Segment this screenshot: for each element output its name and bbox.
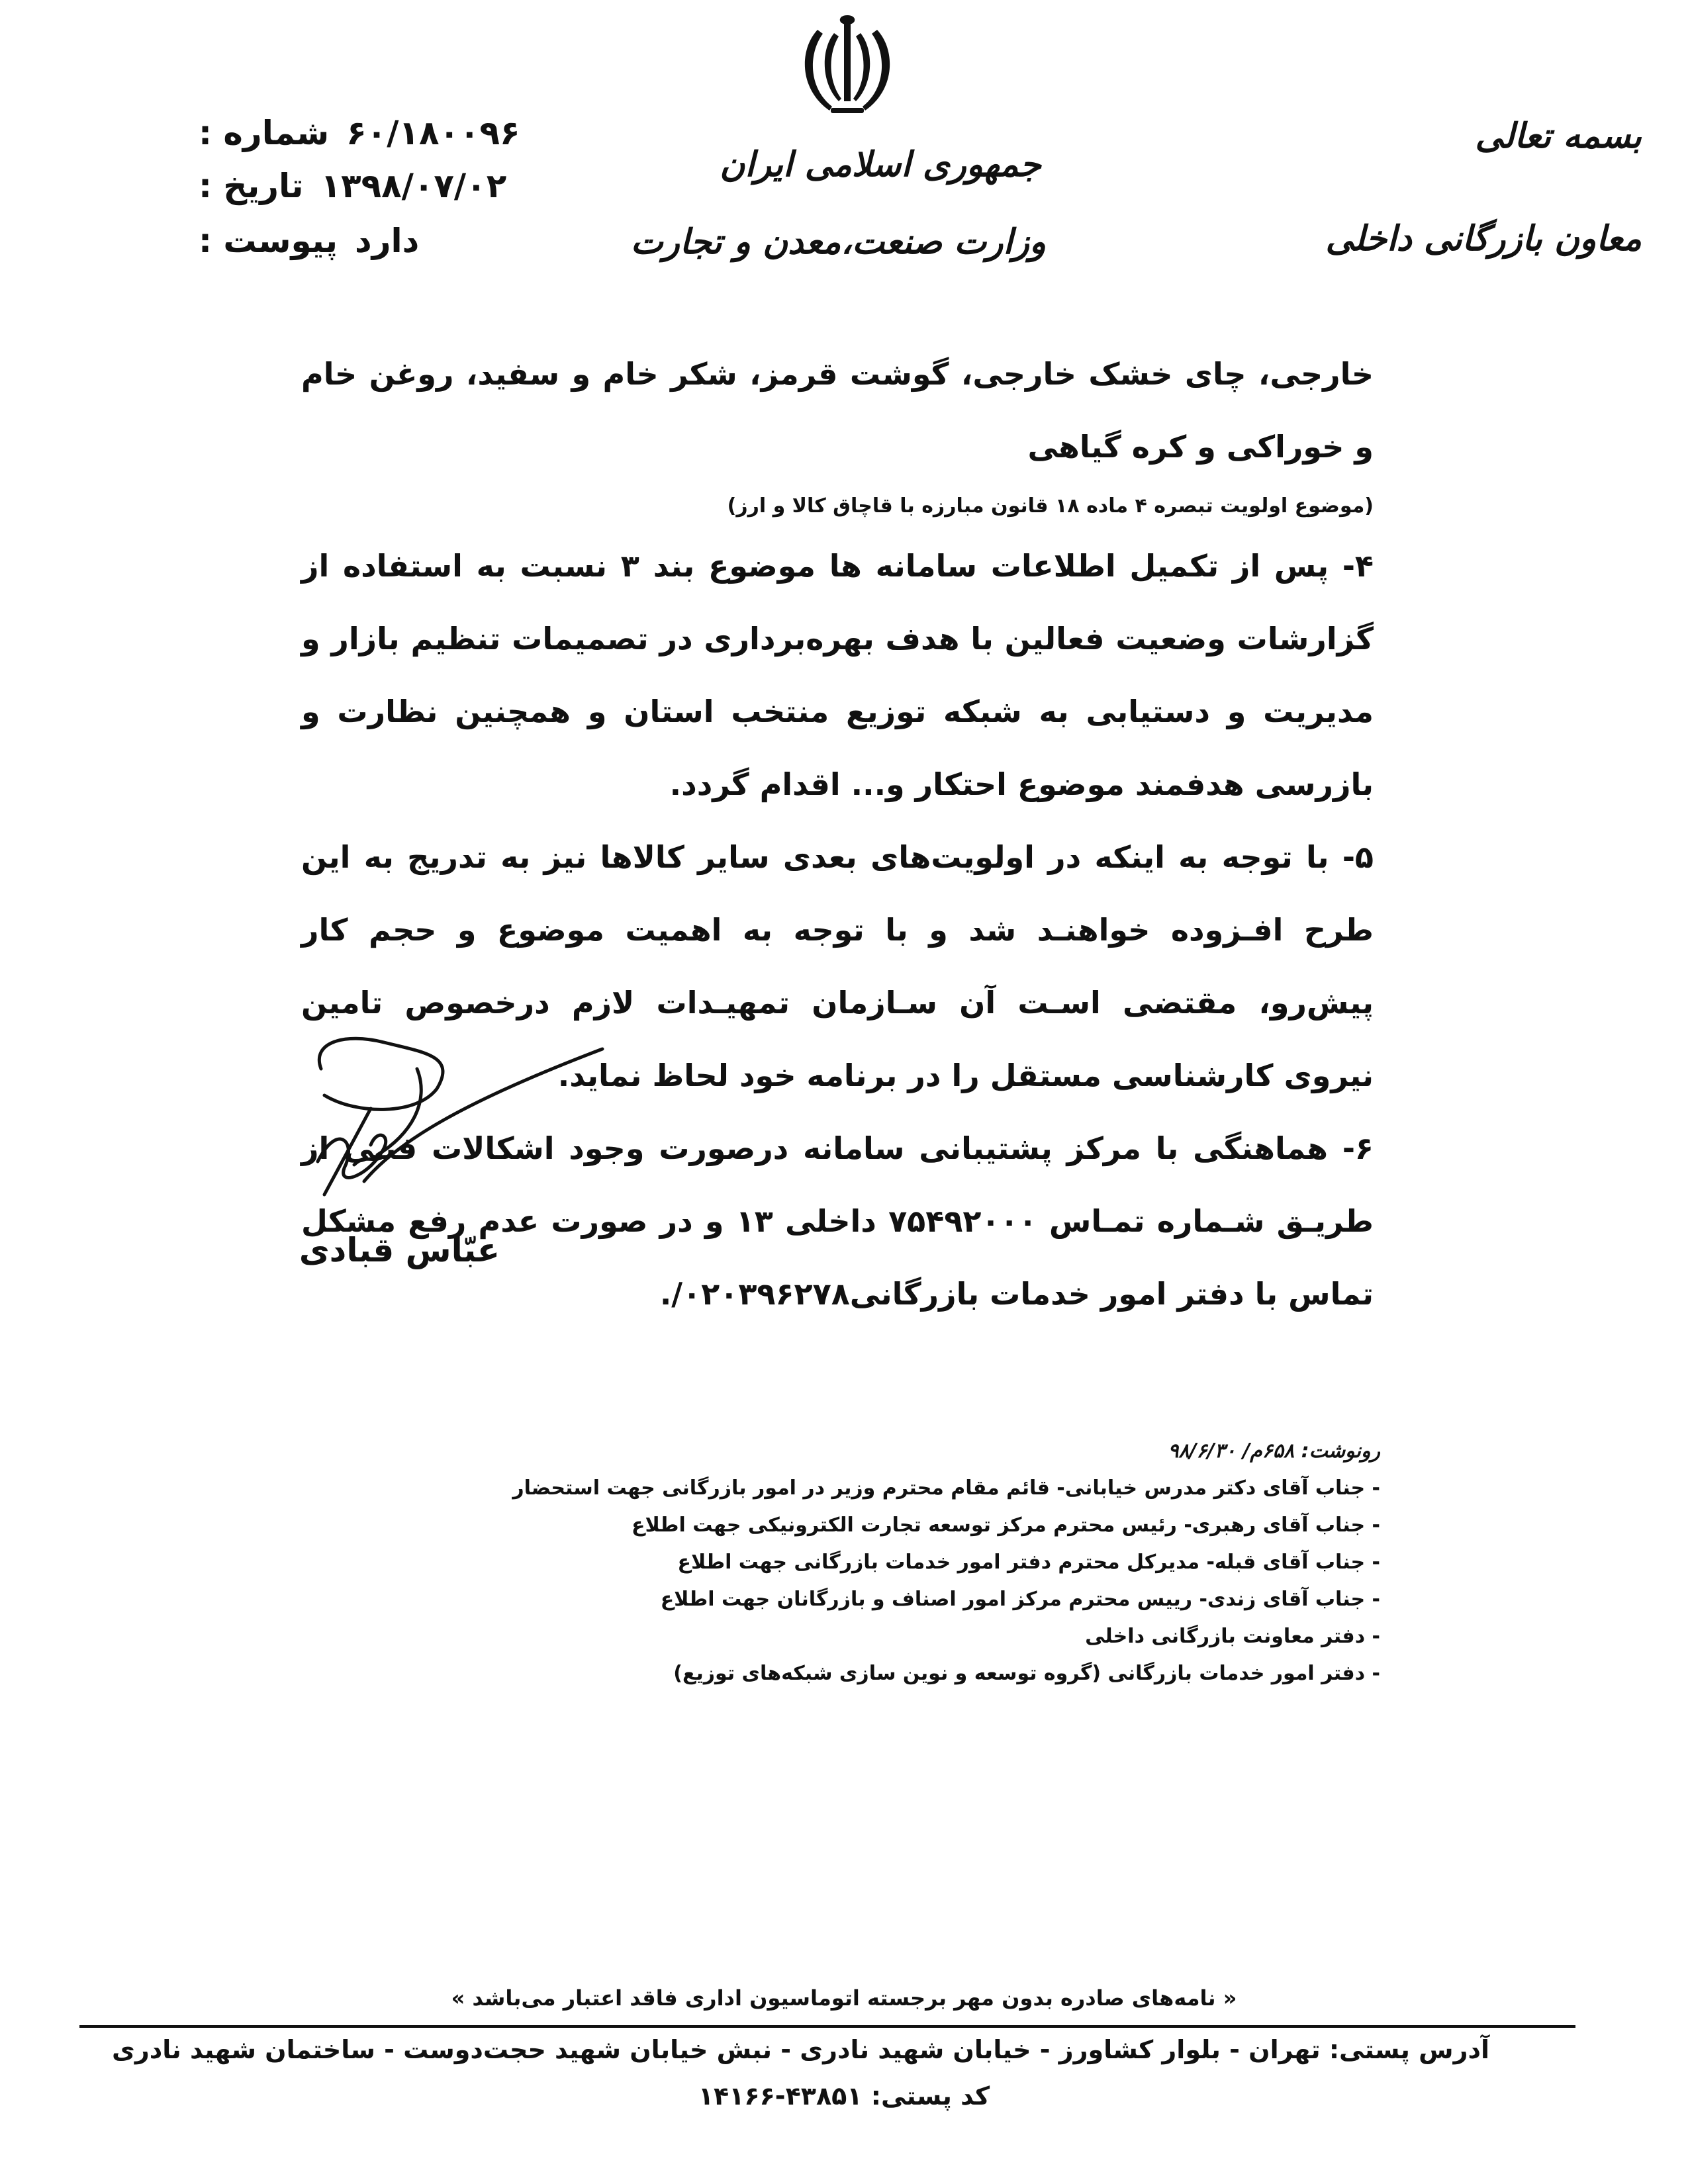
letter-number-value: ۶۰/۱۸۰۰۹۶ — [346, 114, 520, 152]
letter-number — [199, 114, 520, 152]
cc-item: - دفتر معاونت بازرگانی داخلی — [1085, 1625, 1380, 1648]
footer-divider — [79, 2025, 1575, 2028]
body-line-goods: خارجی، چای خشک خارجی، گوشت قرمز، شکر خام و سفید، روغن خام و خوراکی و کره گیاهی — [301, 356, 1374, 465]
footer-postal-code: کد پستی: ۴۳۸۵۱-۱۴۱۶۶ — [698, 2081, 990, 2111]
letter-attachment-value: دارد — [355, 222, 420, 260]
office-title: معاون بازرگانی داخلی — [1325, 218, 1642, 259]
footer-notice: « نامه‌های صادره بدون مهر برجسته اتوماسیون اداری فاقد اعتبار می‌باشد » — [451, 1985, 1237, 2011]
cc-item: - دفتر امور خدمات بازرگانی (گروه توسعه و نوین سازی شبکه‌های توزیع) — [673, 1662, 1380, 1685]
letter-number-label: شماره : — [199, 114, 330, 152]
cc-item: - جناب آقای زندی- رییس محترم مرکز امور اصناف و بازرگانان جهت اطلاع — [660, 1588, 1380, 1611]
cc-list — [463, 1433, 1380, 1692]
letter-attachment-label: پیوست : — [199, 222, 338, 260]
handwritten-signature — [298, 1029, 609, 1214]
invocation-text: بسمه تعالی — [1475, 116, 1642, 156]
signer-name: عبّاس قبادی — [299, 1231, 500, 1269]
ministry-title: وزارت صنعت،معدن و تجارت — [630, 222, 1046, 262]
letter-date — [199, 167, 507, 205]
letter-date-label: تاریخ : — [199, 167, 304, 205]
cc-item: - جناب آقای قبله- مدیرکل محترم دفتر امور خدمات بازرگانی جهت اطلاع — [677, 1551, 1380, 1574]
republic-title: جمهوری اسلامی ایران — [720, 144, 1041, 185]
footer-address: آدرس پستی: تهران - بلوار کشاورز - خیابان شهید نادری - نبش خیابان شهید حجت‌دوست - ساختمان شهید نادری — [112, 2035, 1489, 2064]
cc-item: - جناب آقای دکتر مدرس خیابانی- قائم مقام محترم وزیر در امور بازرگانی جهت استحضار — [512, 1477, 1380, 1500]
letter-date-value: ۱۳۹۸/۰۷/۰۲ — [320, 167, 507, 205]
emblem-of-iran — [798, 10, 897, 119]
subject-note: (موضوع اولویت تبصره ۴ ماده ۱۸ قانون مبارزه با قاچاق کالا و ارز) — [727, 494, 1374, 518]
body-item-4: ۴- پس از تکمیل اطلاعات سامانه ها موضوع بند ۳ نسبت به استفاده از گزارشات وضعیت فعالین با هدف بهره‌برداری در تصمیمات تنظیم بازار و مدیریت و دستیابی به شبکه توزیع منتخب استان و همچنین نظارت و بازرسی هدفمند موضوع احتکار و... اقدام گردد. — [301, 548, 1374, 802]
letter-attachment — [199, 222, 477, 260]
body-item-5: ۵- با توجه به اینکه در اولویت‌های بعدی سایر کالاها نیز به تدریج به این طرح افـزوده خواهنـد شد و با توجه به اهمیت موضوع و حجم کار پیش‌رو، مقتضی اسـت آن سـازمان تمهیـدات لازم درخصوص تامین نیروی کارشناسی مستقل را در برنامه خود لحاظ نماید. — [301, 839, 1374, 1093]
cc-item: - جناب آقای رهبری- رئیس محترم مرکز توسعه تجارت الکترونیکی جهت اطلاع — [632, 1514, 1380, 1537]
body-item-6: ۶- هماهنگی با مرکز پشتیبانی سامانه درصورت وجود اشکالات فنـی از طریـق شـماره تمـاس ۷۵۴۹۲۰۰۰ داخلی ۱۳ و در صورت عدم رفع مشکل تماس با دفتر امور خدمات بازرگانی۰۲۰۳۹۶۲۷۸/. — [301, 1130, 1374, 1312]
cc-title: رونوشت: ۶۵۸م/ ۹۸/۶/۳۰ — [1168, 1439, 1380, 1463]
